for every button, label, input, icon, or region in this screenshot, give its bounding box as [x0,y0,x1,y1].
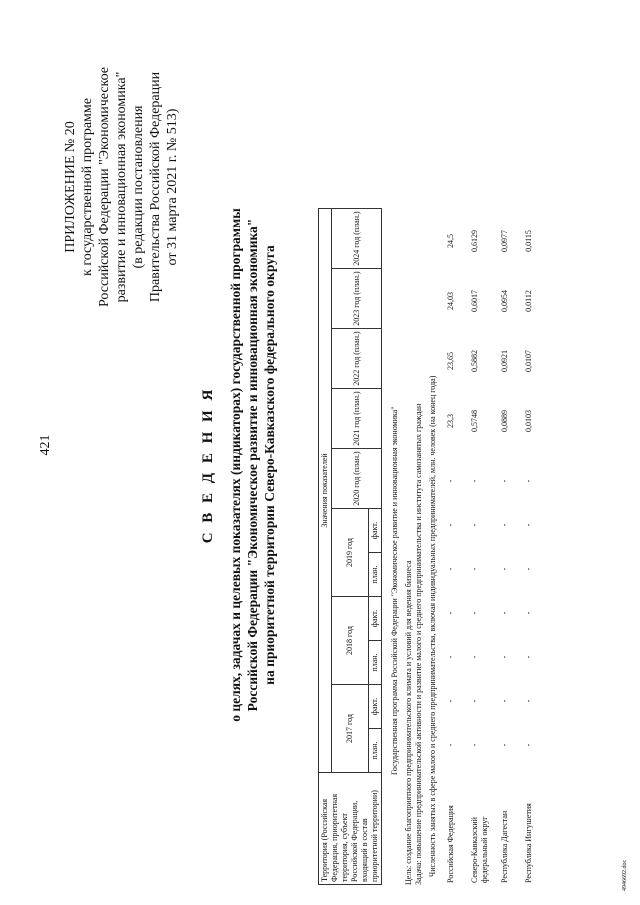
indicator-line: Численность занятых в сфере малого и среднего предпринимательства, включая индивидуальных предпринимателей, млн. человек (на конец года) [428,375,437,877]
year-2021-header: 2021 год (план.) [332,389,382,449]
fact-header: факт. [369,685,382,729]
fact-header: факт. [369,597,382,641]
cell-2024: 24,5 [446,234,455,248]
cell-2017-plan: - [524,743,533,747]
cell-2017-fact: - [524,699,533,703]
appendix-header [62,17,181,357]
table-row [470,15,494,885]
appendix-line: развитие и инновационная экономика" [114,71,129,303]
values-header: Значения показателей [319,209,332,773]
cell-2019-fact: - [500,523,509,527]
cell-2023: 0,0112 [524,290,533,312]
cell-2023: 24,03 [446,292,455,310]
title-line: Российской Федерации "Экономическое развитие и инновационная экономика" [245,218,260,712]
table-row [500,15,524,885]
cell-2019-plan: - [500,567,509,571]
row-territory: Российская Федерация [446,805,455,883]
year-2019-header: 2019 год [332,509,369,597]
cell-2018-plan: - [470,655,479,659]
year-2018-header: 2018 год [332,597,369,685]
cell-2019-fact: - [446,523,455,527]
cell-2017-fact: - [470,699,479,703]
year-2024-header: 2024 год (план.) [332,209,382,269]
page-number: 421 [38,434,53,456]
table-row [446,15,470,885]
cell-2019-plan: - [470,567,479,571]
cell-2018-fact: - [524,611,533,615]
cell-2019-fact: - [470,523,479,527]
title-line: о целях, задачах и целевых показателях (индикаторах) государственной программы [228,208,243,722]
territory-header: Территория (Российская Федерация, приоритетная территория, субъект Российской Федерации, входящий в состав приоритетной территории) [319,773,382,885]
program-line: Государственная программа Российской Федерации "Экономическое развитие и инновационная экономика" [390,406,399,775]
appendix-line: от 31 марта 2021 г. № 513) [165,108,180,266]
cell-2024: 0,0115 [524,230,533,252]
row-territory: Республика Дагестан [500,810,509,883]
appendix-line: к государственной программе [80,98,95,276]
plan-header: план. [369,641,382,685]
appendix-line: ПРИЛОЖЕНИЕ № 20 [63,121,78,253]
plan-header: план. [369,553,382,597]
goal-line: Цель: создание благоприятного предпринимательского климата и условий для ведения бизнеса [404,560,413,885]
cell-2021: 0,0103 [524,410,533,432]
year-2023-header: 2023 год (план.) [332,269,382,329]
cell-2017-plan: - [470,743,479,747]
cell-2020: - [524,479,533,483]
cell-2019-fact: - [524,523,533,527]
task-line: Задача: повышение предпринимательской активности и развитие малого и среднего предпринимательства и института самозанятых граждан [414,403,423,885]
cell-2020: - [446,479,455,483]
footer-filename: 4946692.doc [622,859,628,891]
year-2022-header: 2022 год (план.) [332,329,382,389]
title-heading: С В Е Д Е Н И Я [200,386,216,544]
cell-2018-plan: - [446,655,455,659]
cell-2018-plan: - [500,655,509,659]
year-2020-header: 2020 год (план.) [332,449,382,509]
row-territory: Республика Ингушетия [524,803,533,883]
cell-2021: 0,5748 [470,410,479,432]
cell-2024: 0,0977 [500,230,509,252]
cell-2023: 0,0954 [500,290,509,312]
appendix-line: Российской Федерации "Экономическое [97,66,112,308]
cell-2024: 0,6129 [470,230,479,252]
document-title [200,115,278,815]
table-row [524,15,548,885]
cell-2019-plan: - [446,567,455,571]
cell-2021: 23,3 [446,414,455,428]
cell-2017-fact: - [500,699,509,703]
cell-2020: - [470,479,479,483]
cell-2017-plan: - [446,743,455,747]
cell-2018-fact: - [446,611,455,615]
cell-2022: 0,0921 [500,350,509,372]
title-line: на приоритетной территории Северо-Кавказского федерального округа [262,245,277,685]
appendix-line: (в редакции постановления [131,105,146,269]
cell-2020: - [500,479,509,483]
plan-header: план. [369,729,382,773]
cell-2017-plan: - [500,743,509,747]
cell-2018-fact: - [500,611,509,615]
cell-2018-fact: - [470,611,479,615]
cell-2023: 0,6017 [470,290,479,312]
row-territory: Северо-Кавказский федеральный округ [470,816,489,883]
cell-2022: 0,5882 [470,350,479,372]
cell-2017-fact: - [446,699,455,703]
cell-2021: 0,0889 [500,410,509,432]
cell-2022: 23,65 [446,352,455,370]
year-2017-header: 2017 год [332,685,369,773]
appendix-line: Правительства Российской Федерации [148,71,163,303]
indicators-table-header [318,208,382,885]
cell-2019-plan: - [524,567,533,571]
cell-2018-plan: - [524,655,533,659]
fact-header: факт. [369,509,382,553]
cell-2022: 0,0107 [524,350,533,372]
